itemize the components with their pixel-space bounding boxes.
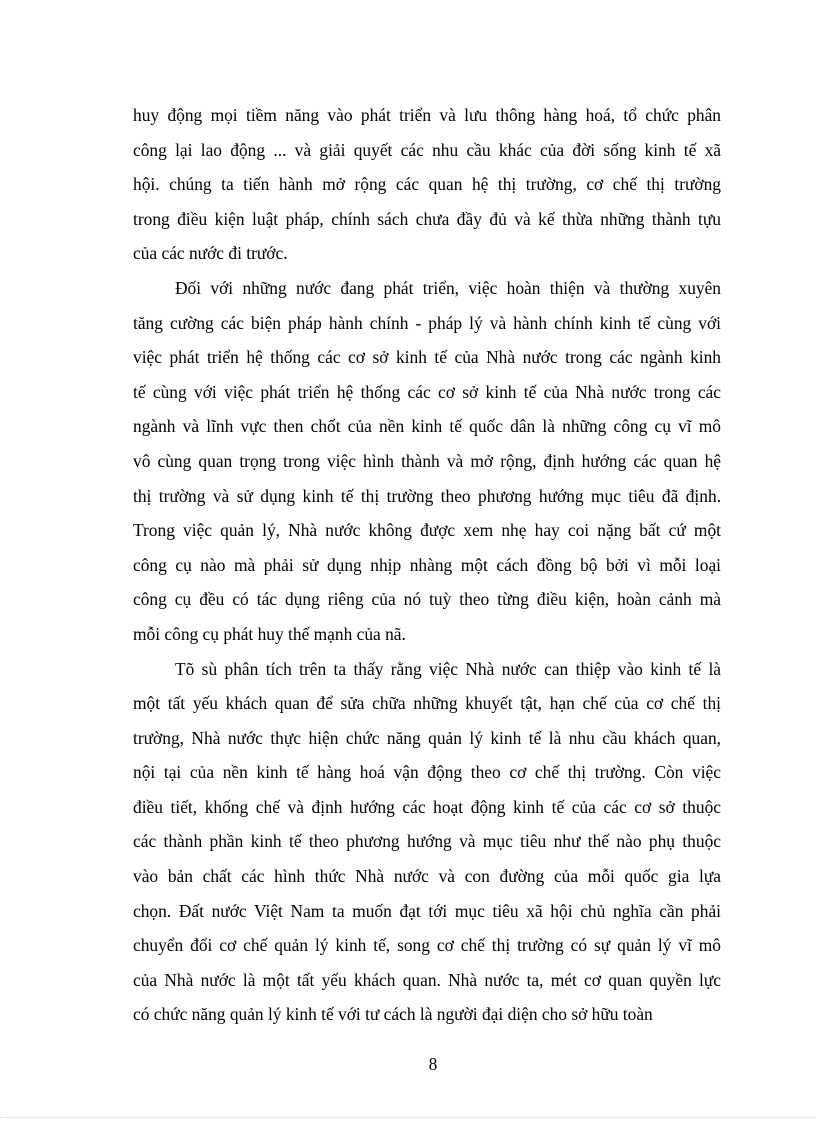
text-line: công cụ đều có tác dụng riêng của nó tuỳ theo từng điều kiện, hoàn cảnh mà xyxy=(133,589,721,610)
text-line: Trong việc quản lý, Nhà nước không được xem nhẹ hay coi nặng bất cứ một xyxy=(133,520,721,541)
text-line: nội tại của nền kinh tế hàng hoá vận động theo cơ chế thị trường. Còn việc xyxy=(133,762,721,783)
text-line: tế cùng với việc phát triển hệ thống các cơ sở kinh tế của Nhà nước trong các xyxy=(133,381,721,402)
text-line: một tất yếu khách quan để sửa chữa những khuyết tật, hạn chế của cơ chế thị xyxy=(133,693,721,714)
text-line: vào bản chất các hình thức Nhà nước và con đường của mỗi quốc gia lựa xyxy=(133,866,721,887)
text-line: Đối với những nước đang phát triển, việc hoàn thiện và thường xuyên xyxy=(175,277,721,298)
page-number: 8 xyxy=(428,1054,438,1074)
text-line: công cụ nào mà phải sử dụng nhịp nhàng một cách đồng bộ bởi vì mỗi loại xyxy=(133,554,721,575)
text-line: trong điều kiện luật pháp, chính sách chưa đầy đủ và kế thừa những thành tựu xyxy=(133,208,721,229)
paragraph-3 xyxy=(133,652,721,1033)
text-line: tăng cường các biện pháp hành chính - pháp lý và hành chính kinh tế cùng với xyxy=(133,312,721,333)
text-line: Tõ sù phân tích trên ta thấy rằng việc Nhà nước can thiệp vào kinh tế là xyxy=(175,658,721,679)
text-line: huy động mọi tiềm năng vào phát triển và lưu thông hàng hoá, tổ chức phân xyxy=(133,105,721,125)
text-line: vô cùng quan trọng trong việc hình thành và mở rộng, định hướng các quan hệ xyxy=(133,450,721,471)
text-line: công lại lao động ... và giải quyết các nhu cầu khác của đời sống kinh tế xã xyxy=(133,139,721,160)
text-line: trường, Nhà nước thực hiện chức năng quản lý kinh tế là nhu cầu khách quan, xyxy=(133,727,721,748)
text-line: của Nhà nước là một tất yếu khách quan. Nhà nước ta, mét cơ quan quyền lực xyxy=(133,969,721,990)
page-bottom-divider xyxy=(0,1117,816,1118)
text-line: điều tiết, khống chế và định hướng các hoạt động kinh tế của các cơ sở thuộc xyxy=(133,796,721,817)
text-line: hội. chúng ta tiến hành mở rộng các quan hệ thị trường, cơ chế thị trường xyxy=(133,174,721,195)
text-line: chuyển đổi cơ chế quản lý kinh tế, song cơ chế thị trường có sự quản lý vĩ mô xyxy=(133,935,721,956)
text-line: việc phát triển hệ thống các cơ sở kinh tế của Nhà nước trong các ngành kinh xyxy=(133,347,721,368)
text-line: có chức năng quản lý kinh tế với tư cách là người đại diện cho sở hữu toàn xyxy=(133,1004,653,1025)
text-line: của các nước đi trước. xyxy=(133,243,288,264)
text-line: các thành phần kinh tế theo phương hướng và mục tiêu như thế nào phụ thuộc xyxy=(133,831,721,852)
paragraph-2 xyxy=(133,271,721,652)
text-line: chọn. Đất nước Việt Nam ta muốn đạt tới mục tiêu xã hội chủ nghĩa cần phải xyxy=(133,900,721,921)
body-text xyxy=(133,98,721,1032)
paragraph-1 xyxy=(133,98,721,271)
text-line: ngành và lĩnh vực then chốt của nền kinh tế quốc dân là những công cụ vĩ mô xyxy=(133,416,721,437)
text-line: thị trường và sử dụng kinh tế thị trường theo phương hướng mục tiêu đã định. xyxy=(133,485,721,506)
text-line: mỗi công cụ phát huy thế mạnh của nã. xyxy=(133,623,406,644)
